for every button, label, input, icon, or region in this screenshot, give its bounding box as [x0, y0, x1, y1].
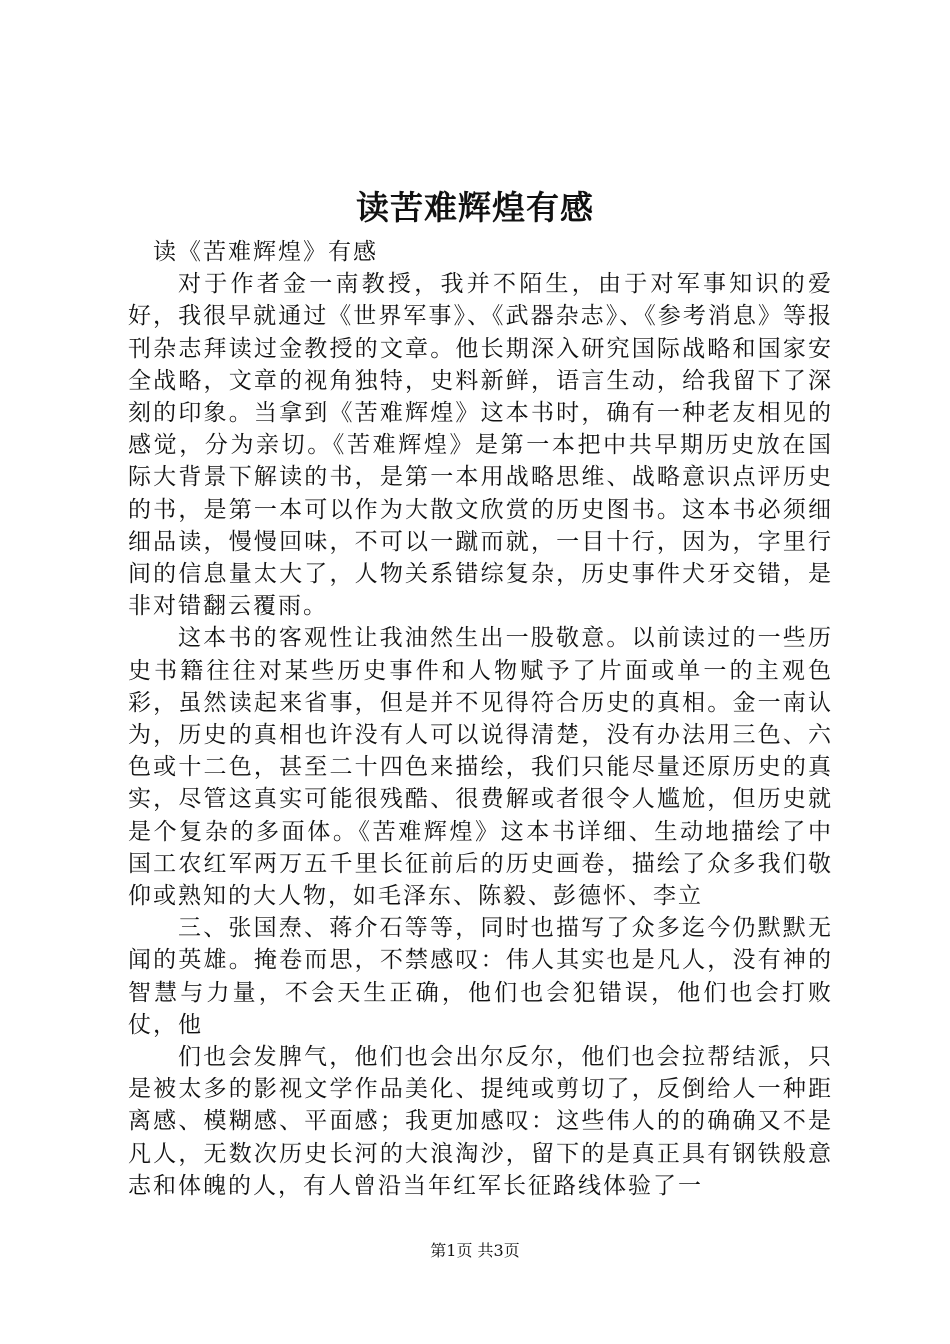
document-body [128, 236, 833, 1202]
page-number-footer: 第1页 共3页 [430, 1241, 520, 1260]
paragraph: 们也会发脾气，他们也会出尔反尔，他们也会拉帮结派，只是被太多的影视文学作品美化、提纯或剪切了，反倒给人一种距离感、模糊感、平面感；我更加感叹：这些伟人的的确确又不是凡人，无数次历史长河的大浪淘沙，留下的是真正具有钢铁般意志和体魄的人，有人曾沿当年红军长征路线体验了一 [128, 1044, 833, 1199]
paragraph: 对于作者金一南教授，我并不陌生，由于对军事知识的爱好，我很早就通过《世界军事》、《武器杂志》、《参考消息》等报刊杂志拜读过金教授的文章。他长期深入研究国际战略和国家安全战略，文章的视角独特，史料新鲜，语言生动，给我留下了深刻的印象。当拿到《苦难辉煌》这本书时，确有一种老友相见的感觉，分为亲切。《苦难辉煌》是第一本把中共早期历史放在国际大背景下解读的书，是第一本用战略思维、战略意识点评历史的书，是第一本可以作为大散文欣赏的历史图书。这本书必须细细品读，慢慢回味，不可以一蹴而就，一目十行，因为，字里行间的信息量太大了，人物关系错综复杂，历史事件犬牙交错，是非对错翻云覆雨。 [128, 271, 833, 620]
paragraph: 三、张国焘、蒋介石等等，同时也描写了众多迄今仍默默无闻的英雄。掩卷而思，不禁感叹：伟人其实也是凡人，没有神的智慧与力量，不会天生正确，他们也会犯错误，他们也会打败仗，他 [128, 915, 833, 1038]
document-subtitle: 读《苦难辉煌》有感 [153, 239, 378, 265]
document-title: 读苦难辉煌有感 [356, 188, 594, 227]
paragraph: 这本书的客观性让我油然生出一股敬意。以前读过的一些历史书籍往往对某些历史事件和人物赋予了片面或单一的主观色彩，虽然读起来省事，但是并不见得符合历史的真相。金一南认为，历史的真相也许没有人可以说得清楚，没有办法用三色、六色或十二色，甚至二十四色来描绘，我们只能尽量还原历史的真实，尽管这真实可能很残酷、很费解或者很令人尴尬，但历史就是个复杂的多面体。《苦难辉煌》这本书详细、生动地描绘了中国工农红军两万五千里长征前后的历史画卷，描绘了众多我们敬仰或熟知的大人物，如毛泽东、陈毅、彭德怀、李立 [128, 625, 833, 910]
